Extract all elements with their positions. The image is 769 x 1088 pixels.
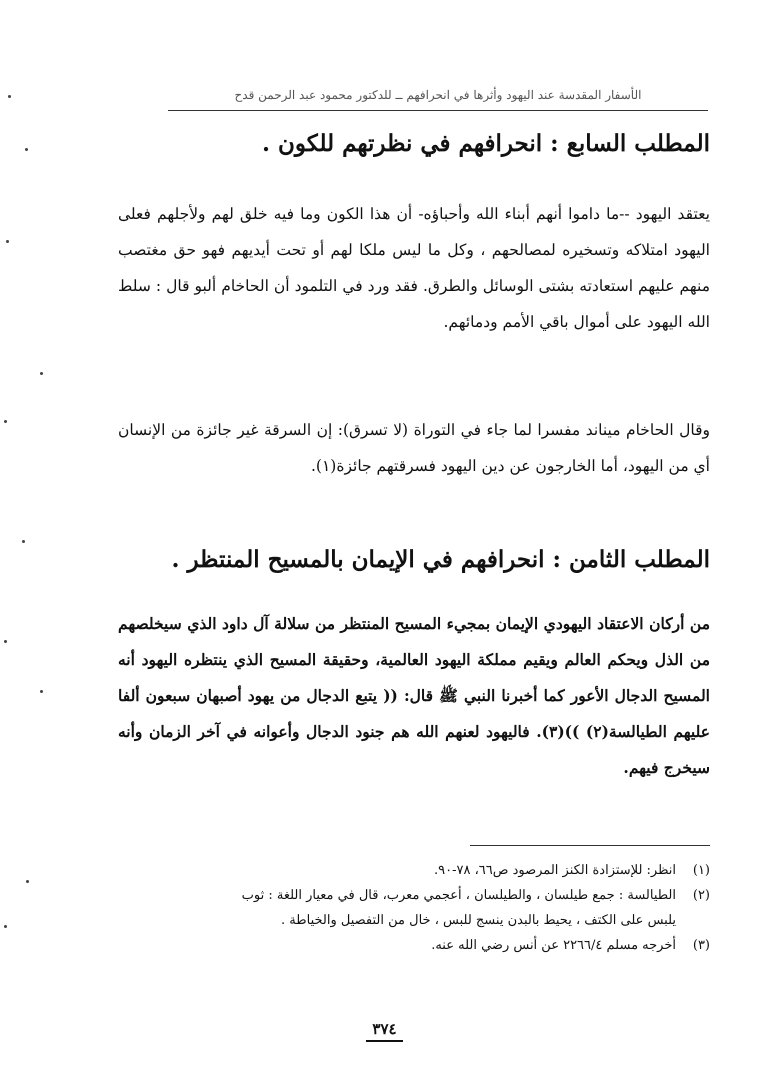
section-7-paragraph-1: يعتقد اليهود --ما داموا أنهم أبناء الله وأحباؤه- أن هذا الكون وما فيه خلق لهم ولأجلهم فعلى اليهود امتلاكه وتسخيره لمصالحهم ، وكل ما ليس ملكا لهم أو تحت أيديهم فهو حق مغتصب منهم عليهم استعادته بشتى الوسائل والطرق. فقد ورد في التلمود أن الحاخام ألبو قال : سلط الله اليهود على أموال باقي الأمم ودمائهم.: [118, 205, 710, 331]
running-header: الأسفار المقدسة عند اليهود وأثرها في انحرافهم ــ للدكتور محمود عبد الرحمن قدح: [234, 88, 642, 102]
scan-speck: [4, 640, 7, 643]
section-8-paragraph: من أركان الاعتقاد اليهودي الإيمان بمجيء المسيح المنتظر من سلالة آل داود الذي سيخلصهم من الذل ويحكم العالم ويقيم مملكة اليهود العالمية، وحقيقة المسيح الذي ينتظره اليهود أنه المسيح الدجال الأعور كما أخبرنا النبي ﷺ قال: (( يتبع الدجال من يهود أصبهان سبعون ألفا عليهم الطيالسة(٢) ))(٣). فاليهود لعنهم الله هم جنود الدجال وأعوانه في آخر الزمان وأنه سيخرج فيهم.: [118, 614, 710, 777]
scan-speck: [22, 540, 25, 543]
scan-speck: [4, 925, 7, 928]
page-number-value: ٣٧٤: [366, 1020, 402, 1042]
scan-speck: [26, 880, 29, 883]
footnote-2-continuation: يلبس على الكتف ، يحيط بالبدن ينسج للبس ، خال من التفصيل والخياطة .: [281, 913, 676, 928]
footnote-1: [118, 858, 710, 883]
footnote-number: (٢): [692, 888, 710, 903]
footnotes: [118, 858, 710, 958]
section-8-title: المطلب الثامن : انحرافهم في الإيمان بالمسيح المنتظر .: [171, 546, 710, 573]
footnote-number: (٣): [692, 938, 710, 953]
scan-speck: [25, 148, 28, 151]
scan-speck: [8, 95, 11, 98]
scan-speck: [40, 372, 43, 375]
footnote-2: [118, 883, 710, 908]
footnote-text: انظر: للإستزادة الكنز المرصود ص٦٦، ٧٨-٩٠.: [433, 863, 676, 878]
footnote-text: الطيالسة : جمع طيلسان ، والطيلسان ، أعجمي معرب، قال في معيار اللغة : ثوب: [241, 888, 676, 903]
scan-speck: [6, 240, 9, 243]
section-7-title: المطلب السابع : انحرافهم في نظرتهم للكون .: [261, 130, 710, 157]
footnote-text: أخرجه مسلم ٢٢٦٦/٤ عن أنس رضي الله عنه.: [431, 938, 676, 953]
footnote-3: [118, 933, 710, 958]
section-7-paragraph-2: وقال الحاخام ميناند مفسرا لما جاء في التوراة (لا تسرق): إن السرقة غير جائزة من الإنسان أي من اليهود، أما الخارجون عن دين اليهود فسرقتهم جائزة(١).: [118, 421, 710, 475]
scan-speck: [4, 420, 7, 423]
page-number: [0, 1020, 769, 1038]
header-rule: [168, 110, 708, 111]
footnote-rule: [470, 845, 710, 846]
scan-speck: [40, 690, 43, 693]
footnote-number: (١): [692, 863, 710, 878]
